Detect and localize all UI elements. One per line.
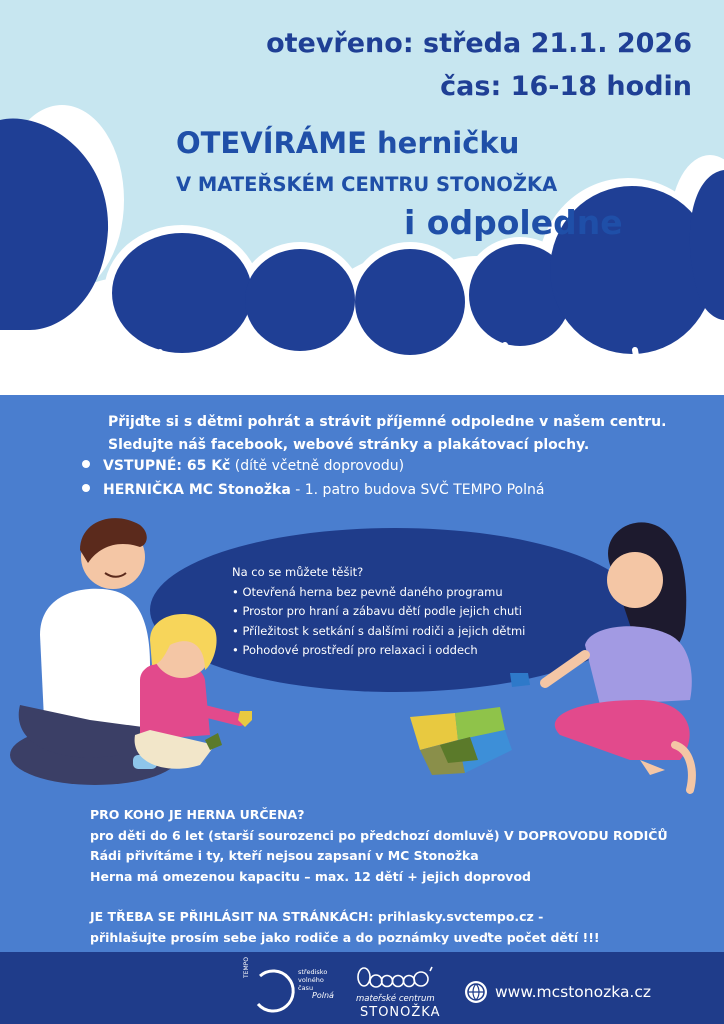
headline-subtitle: V MATEŘSKÉM CENTRU STONOŽKA [176, 173, 558, 196]
bubble-title: Na co se můžete těšit? [232, 565, 364, 579]
bullet-location [82, 482, 544, 498]
mc-name: STONOŽKA [360, 1005, 441, 1020]
bullet-entry-fee [82, 458, 404, 474]
tempo-caption [298, 968, 334, 1000]
time-line: čas: 16-18 hodin [440, 71, 692, 102]
bubble-list [232, 563, 525, 661]
stonozka-logo-icon [356, 963, 436, 993]
headline-title: OTEVÍRÁME herničku [176, 126, 520, 160]
tempo-wordmark: TEMPO [243, 957, 250, 978]
mc-caption: mateřské centrum [356, 994, 435, 1004]
bullet-dot-icon [82, 484, 90, 492]
bubble-item: • Prostor pro hraní a zábavu dětí podle jejich chuti [232, 604, 522, 618]
globe-icon [465, 981, 487, 1003]
date-line: otevřeno: středa 21.1. 2026 [266, 28, 692, 59]
registration-note: přihlašujte prosím sebe jako rodiče a do poznámky uveďte počet dětí !!! [90, 929, 600, 945]
bullet-bold: HERNIČKA MC Stonožka [103, 482, 291, 498]
floor-puzzle [410, 707, 512, 775]
info-line: pro děti do 6 let (starší sourozenci po předchozí domluvě) V DOPROVODU RODIČŮ [90, 827, 668, 843]
tempo-caption-line: středisko [298, 968, 328, 976]
bullet-dot-icon [82, 460, 90, 468]
website-link[interactable]: www.mcstonozka.cz [495, 983, 652, 1001]
bubble-item: • Příležitost k setkání s dalšími rodiči a jejich dětmi [232, 623, 526, 638]
tempo-caption-signature: Polná [312, 991, 334, 1000]
bullet-rest: - 1. patro budova SVČ TEMPO Polná [290, 482, 545, 498]
bubble-item: • Pohodové prostředí pro relaxaci i oddech [232, 643, 478, 657]
registration-line: JE TŘEBA SE PŘIHLÁSIT NA STRÁNKÁCH: prihlasky.svctempo.cz - [90, 909, 544, 924]
intro-line-2: Sledujte náš facebook, webové stránky a plakátovací plochy. [108, 437, 590, 453]
tempo-caption-line: volného [298, 976, 324, 984]
bullet-bold: VSTUPNÉ: 65 Kč [103, 458, 231, 474]
bubble-item: • Otevřená herna bez pevně daného programu [232, 584, 503, 599]
info-heading: PRO KOHO JE HERNA URČENA? [90, 807, 305, 822]
intro-line-1: Přijďte si s dětmi pohrát a strávit příjemné odpoledne v našem centru. [108, 414, 667, 430]
caterpillar-illustration [0, 0, 724, 400]
tempo-caption-line: času [298, 984, 314, 992]
bullet-rest: (dítě včetně doprovodu) [230, 458, 405, 474]
info-line: Herna má omezenou kapacitu – max. 12 dětí + jejich doprovod [90, 868, 531, 884]
headline-tagline: i odpoledne [404, 203, 623, 242]
info-line: Rádi přivítáme i ty, kteří nejsou zapsaní v MC Stonožka [90, 848, 479, 863]
tempo-logo-icon [250, 968, 296, 1014]
info-block [90, 805, 668, 948]
